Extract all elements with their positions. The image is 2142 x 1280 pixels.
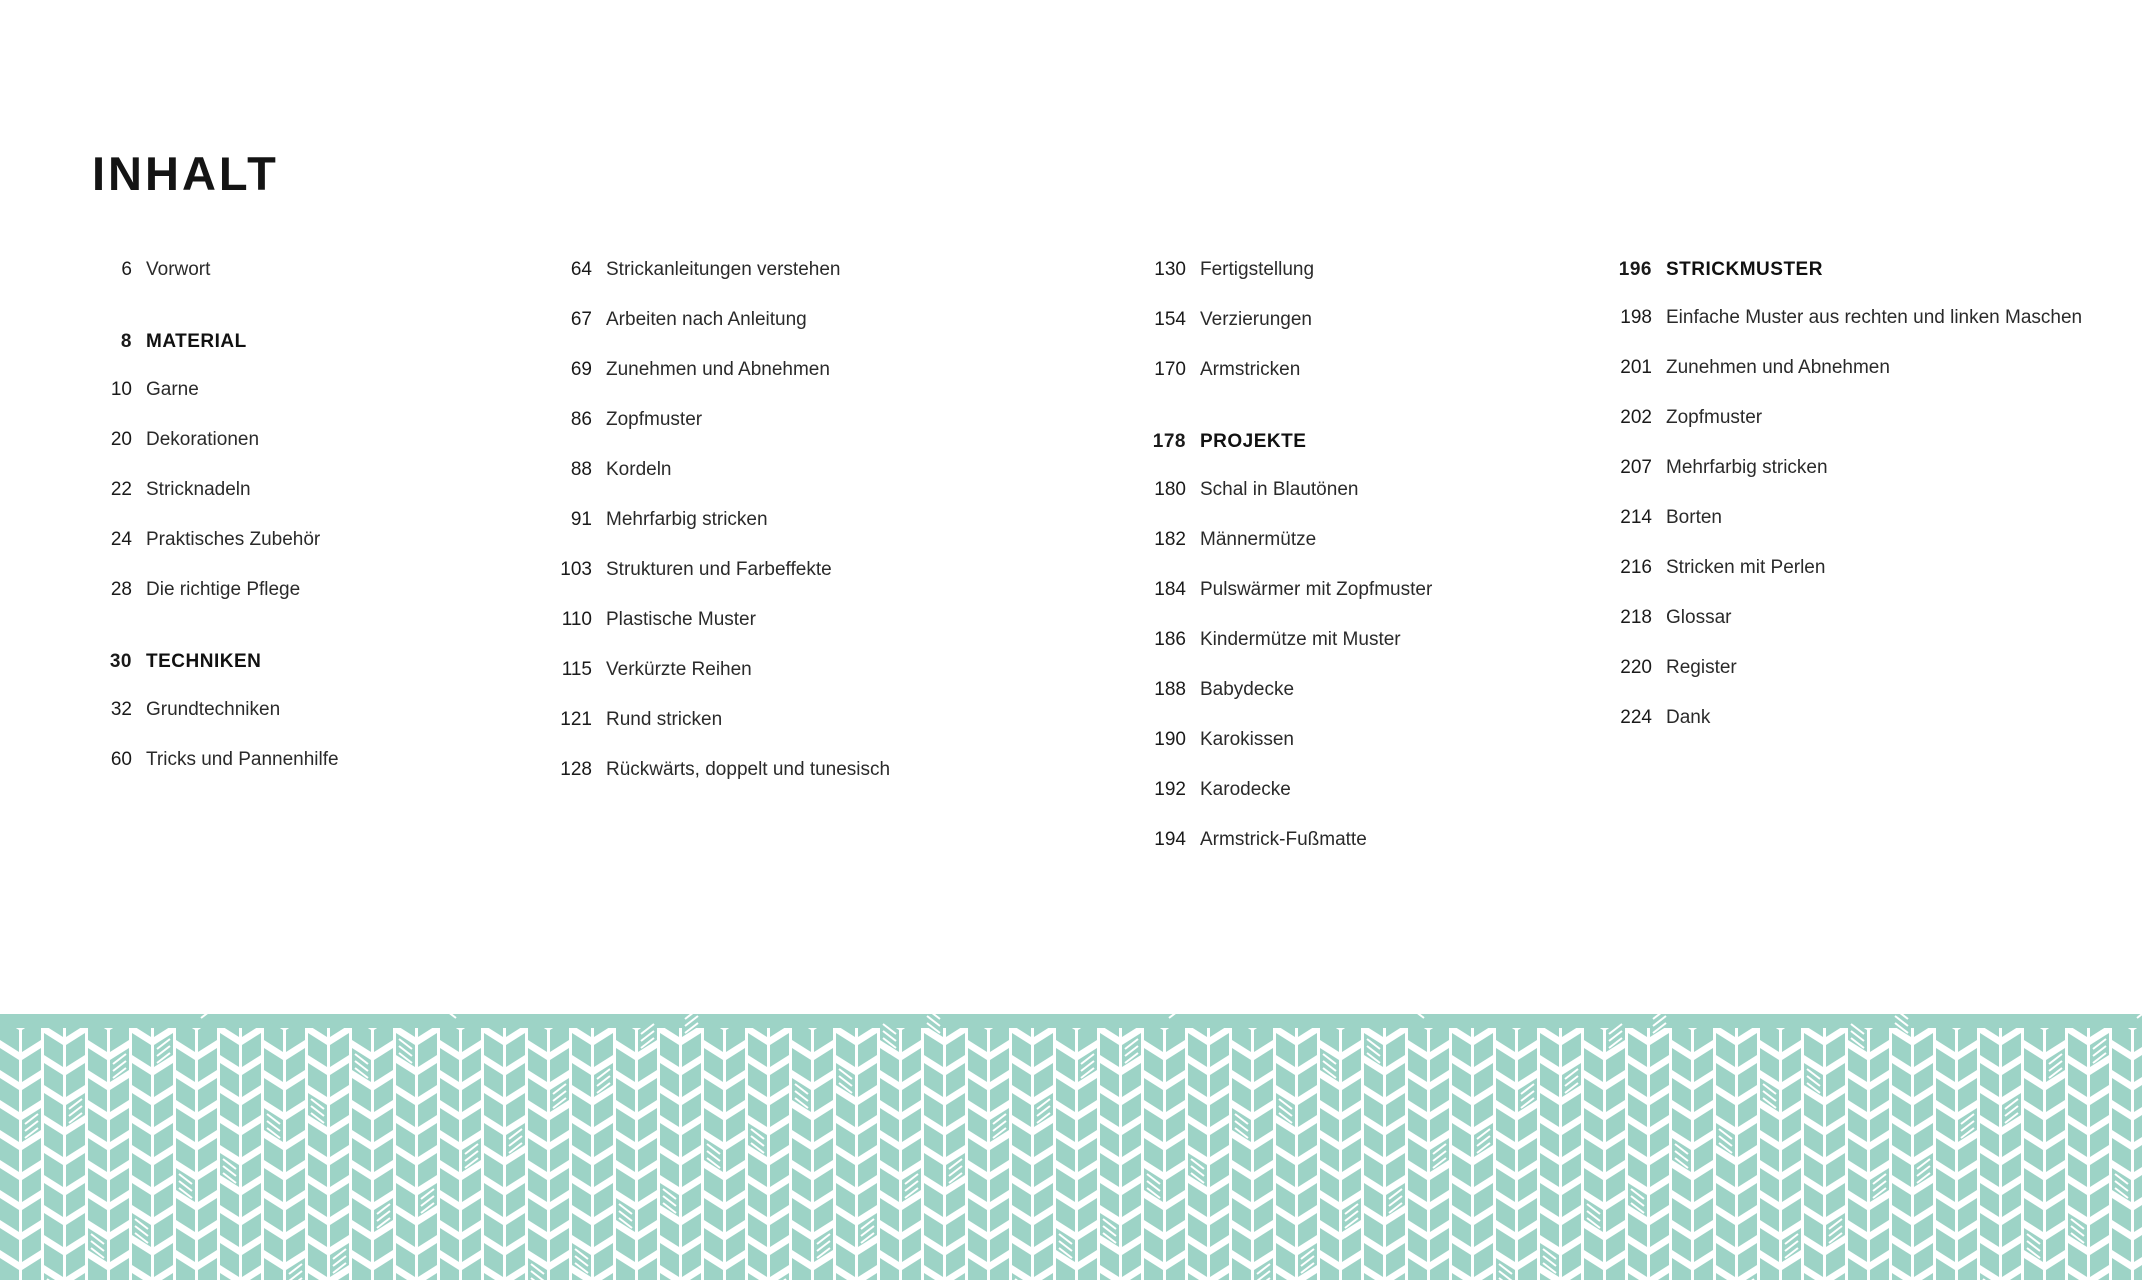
entry-title: Arbeiten nach Anleitung (606, 309, 807, 330)
page-number: 214 (1620, 507, 1652, 528)
page-number: 202 (1620, 407, 1652, 428)
entry-title: Karokissen (1200, 729, 1294, 750)
toc-entry[interactable] (1612, 453, 2132, 503)
entry-title: Praktisches Zubehör (146, 529, 321, 550)
entry-title: Plastische Muster (606, 609, 756, 630)
toc-entry[interactable] (1612, 503, 2132, 553)
entry-title: Rückwärts, doppelt und tunesisch (606, 759, 891, 780)
toc-entry[interactable] (552, 555, 1112, 605)
entry-title: Pulswärmer mit Zopfmuster (1200, 579, 1433, 600)
page-number: 115 (561, 659, 592, 680)
entry-title: Borten (1666, 507, 1722, 528)
page-number: 216 (1620, 557, 1652, 578)
page-number: 186 (1154, 629, 1186, 650)
entry-title: PROJEKTE (1200, 431, 1307, 452)
toc-entry[interactable] (552, 755, 1112, 805)
page-number: 88 (570, 459, 592, 480)
entry-title: Die richtige Pflege (146, 579, 301, 600)
page-number: 91 (570, 509, 592, 530)
entry-title: Schal in Blautönen (1200, 479, 1359, 500)
toc-entry[interactable] (552, 505, 1112, 555)
page-number: 184 (1154, 579, 1186, 600)
page-number: 207 (1620, 457, 1652, 478)
toc-entry[interactable] (1146, 825, 1706, 875)
entry-title: Zunehmen und Abnehmen (606, 359, 830, 380)
toc-entry[interactable] (1612, 403, 2132, 453)
knit-pattern-band (0, 1014, 2142, 1280)
toc-column-4 (1612, 255, 2132, 753)
page-number: 8 (120, 331, 132, 352)
toc-entry[interactable] (1612, 553, 2132, 603)
page-number: 121 (560, 709, 592, 730)
entry-title: Strickanleitungen verstehen (606, 259, 841, 280)
toc-entry[interactable] (552, 705, 1112, 755)
toc-entry[interactable] (1612, 303, 2132, 353)
page-number: 6 (121, 259, 132, 280)
entry-title: Verzierungen (1200, 309, 1312, 330)
toc-entry[interactable] (552, 255, 1112, 305)
toc-entry[interactable] (1146, 775, 1706, 825)
entry-title: Stricken mit Perlen (1666, 557, 1826, 578)
entry-title: Strukturen und Farbeffekte (606, 559, 832, 580)
page-number: 198 (1620, 307, 1652, 328)
entry-title: Glossar (1666, 607, 1732, 628)
page-number: 182 (1154, 529, 1186, 550)
toc-entry[interactable] (1612, 603, 2132, 653)
page-number: 220 (1620, 657, 1652, 678)
toc-entry[interactable] (1612, 353, 2132, 403)
toc-entry[interactable] (1612, 703, 2132, 753)
entry-title: Tricks und Pannenhilfe (146, 749, 339, 770)
entry-title: Babydecke (1200, 679, 1295, 700)
page-number: 28 (110, 579, 132, 600)
page-number: 67 (570, 309, 592, 330)
page-number: 188 (1154, 679, 1186, 700)
page-number: 110 (561, 609, 592, 630)
page-number: 69 (570, 359, 592, 380)
toc-section-heading[interactable] (1612, 255, 2132, 303)
page-number: 178 (1152, 431, 1186, 452)
page-number: 32 (110, 699, 132, 720)
page-number: 180 (1154, 479, 1186, 500)
page-number: 218 (1620, 607, 1652, 628)
page-number: 154 (1154, 309, 1186, 330)
entry-title: Armstrick-Fußmatte (1200, 829, 1367, 850)
page-number: 201 (1620, 357, 1652, 378)
page-number: 30 (109, 651, 132, 672)
page-number: 24 (110, 529, 132, 550)
entry-title: Zunehmen und Abnehmen (1666, 357, 1890, 378)
toc-entry[interactable] (552, 655, 1112, 705)
entry-title: Register (1666, 657, 1737, 678)
page-number: 60 (110, 749, 132, 770)
entry-title: Einfache Muster aus rechten und linken Maschen (1666, 307, 2083, 328)
page-number: 86 (570, 409, 592, 430)
toc-entry[interactable] (552, 305, 1112, 355)
entry-title: Kordeln (606, 459, 672, 480)
entry-title: MATERIAL (146, 331, 247, 352)
entry-title: Armstricken (1200, 359, 1301, 380)
page-title: INHALT (92, 147, 279, 200)
entry-title: Dank (1666, 707, 1711, 728)
page-number: 192 (1154, 779, 1186, 800)
page-number: 224 (1620, 707, 1652, 728)
entry-title: STRICKMUSTER (1666, 259, 1823, 280)
entry-title: Garne (146, 379, 199, 400)
entry-title: Männermütze (1200, 529, 1317, 550)
page-number: 128 (560, 759, 592, 780)
toc-entry[interactable] (552, 605, 1112, 655)
page-number: 22 (110, 479, 132, 500)
page-number: 130 (1154, 259, 1186, 280)
page-number: 103 (560, 559, 592, 580)
entry-title: Fertigstellung (1200, 259, 1315, 280)
entry-title: Zopfmuster (606, 409, 703, 430)
entry-title: Karodecke (1200, 779, 1291, 800)
page-number: 20 (110, 429, 132, 450)
page-number: 170 (1154, 359, 1186, 380)
entry-title: Vorwort (146, 259, 211, 280)
toc-entry[interactable] (552, 455, 1112, 505)
toc-entry[interactable] (552, 355, 1112, 405)
entry-title: Dekorationen (146, 429, 260, 450)
entry-title: Grundtechniken (146, 699, 281, 720)
entry-title: Mehrfarbig stricken (606, 509, 768, 530)
page-number: 194 (1154, 829, 1186, 850)
page-number: 190 (1154, 729, 1186, 750)
entry-title: Verkürzte Reihen (606, 659, 752, 680)
page-number: 64 (570, 259, 592, 280)
entry-title: Zopfmuster (1666, 407, 1763, 428)
toc-column-2 (552, 255, 1112, 805)
toc-entry[interactable] (1612, 653, 2132, 703)
entry-title: Mehrfarbig stricken (1666, 457, 1828, 478)
knit-pattern (0, 1014, 2142, 1280)
toc-entry[interactable] (552, 405, 1112, 455)
entry-title: Kindermütze mit Muster (1200, 629, 1401, 650)
entry-title: TECHNIKEN (146, 651, 262, 672)
page-number: 10 (110, 379, 132, 400)
page-number: 196 (1618, 259, 1652, 280)
entry-title: Stricknadeln (146, 479, 251, 500)
entry-title: Rund stricken (606, 709, 723, 730)
